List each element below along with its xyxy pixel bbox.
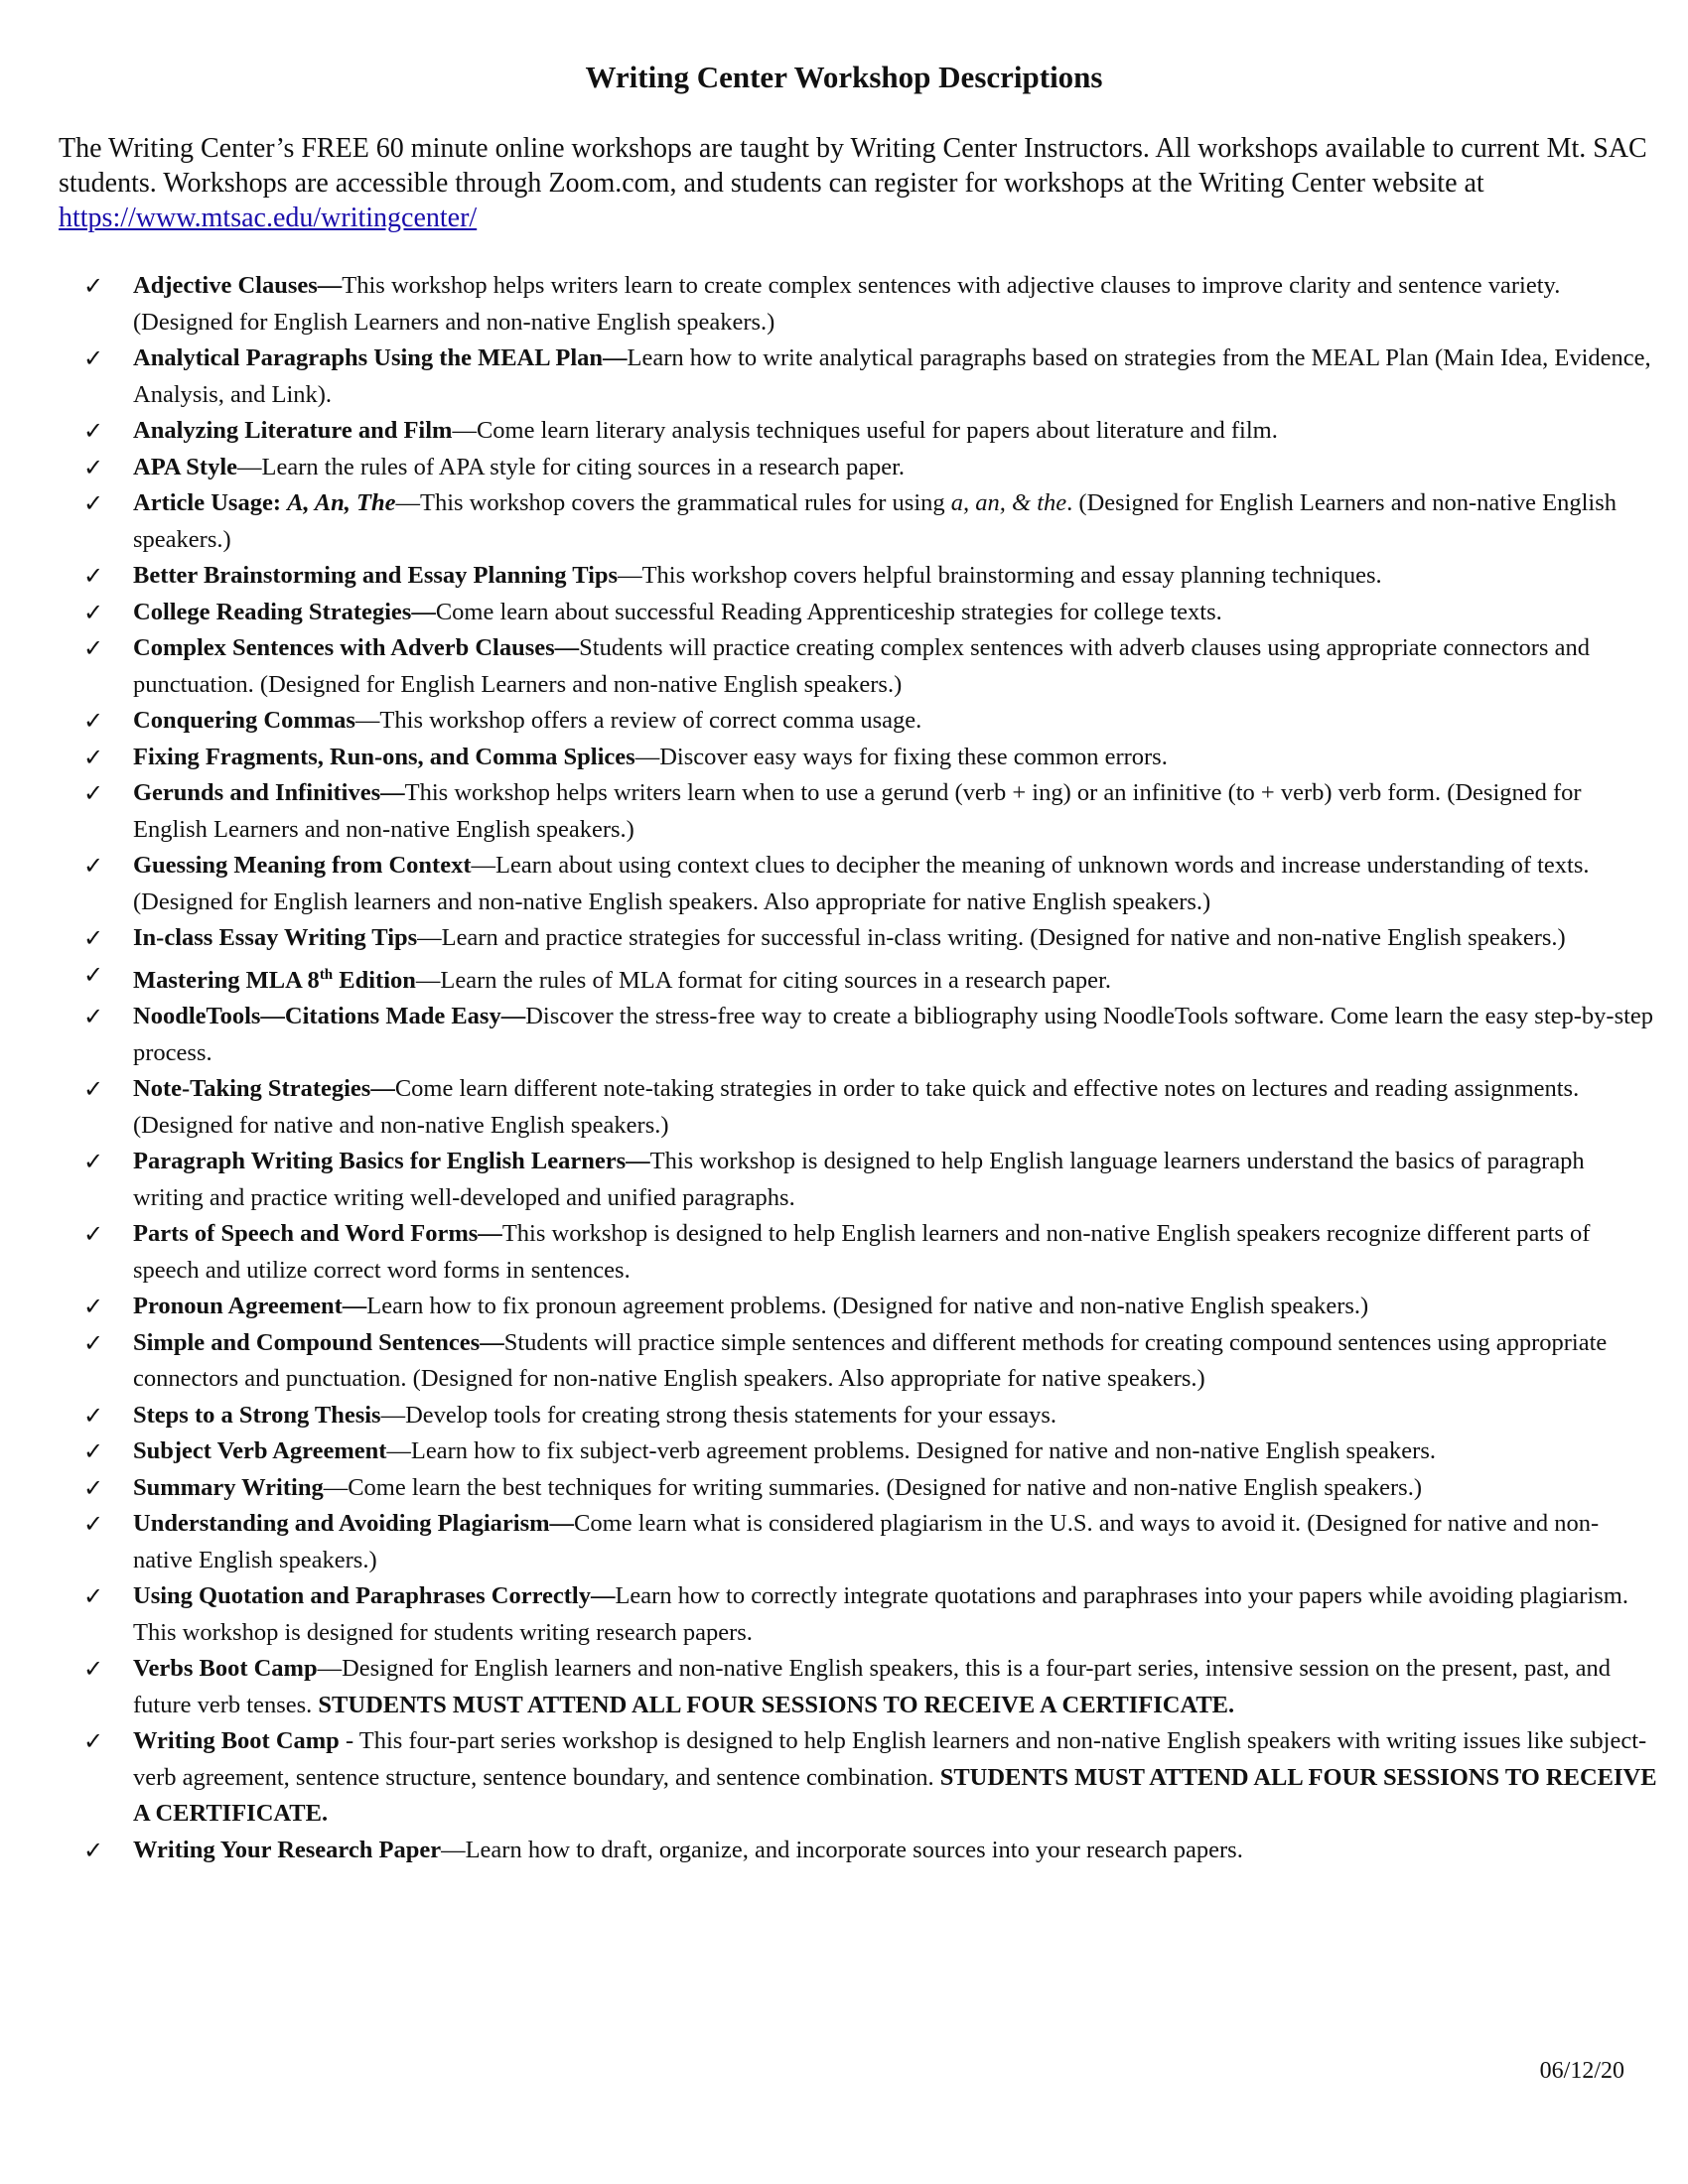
list-item [0,1833,1688,1869]
workshop-description: Students will practice simple sentences and different methods for creating compound sentences using appropriate connectors and punctuation. (Designed for non-native English speakers. Also appropriate for native speakers.) [133,1328,1608,1393]
list-item [0,1216,1688,1289]
checkmark-icon: ✓ [83,1727,104,1756]
workshop-title: Guessing Meaning from Context [133,852,472,879]
workshop-title: Writing Your Research Paper [133,1836,442,1863]
list-item [0,1578,1688,1651]
workshop-title: Paragraph Writing Basics for English Learners— [133,1148,650,1175]
workshop-description: This workshop helps writers learn when to use a gerund (verb + ing) or an infinitive (to + verb) verb form. (Designed for English Learners and non-native English speakers.) [133,779,1582,843]
list-item [0,1470,1688,1507]
list-item [0,1144,1688,1216]
checkmark-icon: ✓ [83,417,104,445]
workshop-certificate-note: STUDENTS MUST ATTEND ALL FOUR SESSIONS TO RECEIVE A CERTIFICATE. [318,1691,1235,1718]
workshop-title-suffix: Edition [333,966,416,994]
workshop-title: Analyzing Literature and Film [133,417,453,444]
checkmark-icon: ✓ [83,598,104,626]
workshop-description: . (Designed for English Learners and non-native English speakers.) [133,489,1617,553]
list-item [0,999,1688,1071]
intro-text: The Writing Center’s FREE 60 minute online workshops are taught by Writing Center Instructors. All workshops available to current Mt. SAC students. Workshops are accessible through Zoom.com, and students can register for workshops at the Writing Center website at [59,133,1647,199]
workshop-title: NoodleTools—Citations Made Easy— [133,1003,526,1030]
list-item [0,1071,1688,1144]
checkmark-icon: ✓ [83,1401,104,1430]
workshop-description: This workshop is designed to help English language learners understand the basics of paragraph writing and practice writing well-developed and unified paragraphs. [133,1148,1585,1211]
workshop-description: Learn how to correctly integrate quotations and paraphrases into your papers while avoiding plagiarism. This workshop is designed for students writing research papers. [133,1582,1628,1646]
list-item [0,341,1688,413]
checkmark-icon: ✓ [83,562,104,590]
workshop-description: Come learn what is considered plagiarism in the U.S. and ways to avoid it. (Designed for native and non-native English speakers.) [133,1510,1600,1573]
list-item [0,1651,1688,1723]
workshop-description: - This four-part series workshop is designed to help English learners and non-native English speakers with writing issues like subject-verb agreement, sentence structure, sentence boundary, and sentence combination. [133,1727,1647,1791]
workshop-description-lead: —This workshop covers the grammatical rules for using [395,489,951,516]
workshop-description: —This workshop covers helpful brainstorming and essay planning techniques. [618,562,1382,589]
workshop-description: —Learn and practice strategies for successful in-class writing. (Designed for native and non-native English speakers.) [417,924,1566,951]
checkmark-icon: ✓ [83,1655,104,1684]
workshop-description: This workshop is designed to help English learners and non-native English speakers recognize different parts of speech and utilize correct word forms in sentences. [133,1220,1591,1284]
workshop-title: APA Style [133,453,238,480]
list-item [0,957,1688,1000]
workshop-description: Students will practice creating complex sentences with adverb clauses using appropriate connectors and punctuation. (Designed for English Learners and non-native English speakers.) [133,634,1590,698]
checkmark-icon: ✓ [83,453,104,481]
checkmark-icon: ✓ [83,1075,104,1104]
workshop-description: This workshop helps writers learn to create complex sentences with adjective clauses to improve clarity and sentence variety. (Designed for English Learners and non-native English speakers.) [133,272,1561,336]
list-item [0,1723,1688,1833]
workshop-title: Using Quotation and Paraphrases Correctly— [133,1582,616,1610]
workshop-title: Steps to a Strong Thesis [133,1401,381,1429]
workshop-title: Mastering MLA 8 [133,966,320,994]
workshop-title: Parts of Speech and Word Forms— [133,1220,502,1248]
checkmark-icon: ✓ [83,779,104,807]
checkmark-icon: ✓ [83,1220,104,1249]
checkmark-icon: ✓ [83,489,104,517]
list-item [0,1289,1688,1325]
list-item [0,595,1688,631]
page-title: Writing Center Workshop Descriptions [585,60,1103,94]
workshop-title-italic: A, An, The [287,489,396,516]
workshop-title: Note-Taking Strategies— [133,1075,395,1103]
checkmark-icon: ✓ [83,1836,104,1864]
workshop-title: Adjective Clauses— [133,272,343,299]
workshop-title: Analytical Paragraphs Using the MEAL Plan— [133,344,628,371]
writing-center-link[interactable]: https://www.mtsac.edu/writingcenter/ [59,203,478,233]
workshop-description: —Discover easy ways for fixing these common errors. [634,743,1168,770]
workshop-title: Complex Sentences with Adverb Clauses— [133,634,580,661]
checkmark-icon: ✓ [83,1437,104,1466]
workshop-title: In-class Essay Writing Tips [133,924,418,951]
intro-paragraph [59,131,1647,235]
list-item [0,775,1688,848]
workshop-title: Verbs Boot Camp [133,1655,318,1683]
workshop-description: Come learn about successful Reading Apprenticeship strategies for college texts. [435,598,1222,625]
list-item [0,630,1688,703]
checkmark-icon: ✓ [83,634,104,662]
workshop-title: Better Brainstorming and Essay Planning Tips [133,562,619,589]
workshop-description: —Learn the rules of APA style for citing sources in a research paper. [237,453,905,480]
workshop-certificate-note: STUDENTS MUST ATTEND ALL FOUR SESSIONS TO RECEIVE A CERTIFICATE. [133,1763,1657,1828]
workshop-description: —Develop tools for creating strong thesis statements for your essays. [380,1401,1057,1429]
list-item [0,1506,1688,1578]
checkmark-icon: ✓ [83,924,104,952]
workshop-title: Understanding and Avoiding Plagiarism— [133,1510,575,1538]
workshop-title: Pronoun Agreement— [133,1293,367,1320]
checkmark-icon: ✓ [83,1582,104,1611]
workshop-title: Summary Writing [133,1473,324,1501]
checkmark-icon: ✓ [83,1148,104,1176]
checkmark-icon: ✓ [83,1510,104,1539]
list-item [0,703,1688,740]
workshop-title: Subject Verb Agreement [133,1437,387,1465]
checkmark-icon: ✓ [83,852,104,880]
workshop-title: Writing Boot Camp [133,1727,340,1755]
list-item [0,1398,1688,1434]
workshop-title: Article Usage: [133,489,288,516]
workshop-description: —Learn about using context clues to decipher the meaning of unknown words and increase understanding of texts. (Designed for English learners and non-native English speakers. Also appropriate for native English speakers.) [133,852,1590,915]
workshop-title: Fixing Fragments, Run-ons, and Comma Splices [133,743,635,770]
checkmark-icon: ✓ [83,344,104,372]
checkmark-icon: ✓ [83,707,104,735]
list-item [0,450,1688,486]
workshop-description-italic: a, an, & the [950,489,1067,516]
workshop-title: Conquering Commas [133,707,355,734]
workshop-description: —Learn how to draft, organize, and incorporate sources into your research papers. [441,1836,1243,1863]
list-item [0,1325,1688,1398]
list-item [0,920,1688,957]
workshop-description: Discover the stress-free way to create a bibliography using NoodleTools software. Come learn the easy step-by-step process. [133,1003,1654,1066]
workshop-description: Come learn different note-taking strategies in order to take quick and effective notes on lectures and reading assignments. (Designed for native and non-native English speakers.) [133,1075,1580,1139]
workshop-list [0,268,1688,1868]
workshop-title: Gerunds and Infinitives— [133,779,405,806]
list-item [0,268,1688,341]
workshop-title: Simple and Compound Sentences— [133,1328,504,1356]
list-item [0,485,1688,558]
workshop-description: Learn how to write analytical paragraphs based on strategies from the MEAL Plan (Main Idea, Evidence, Analysis, and Link). [133,344,1651,408]
checkmark-icon: ✓ [83,1328,104,1357]
workshop-title-superscript: th [319,966,334,983]
workshop-description: Learn how to fix pronoun agreement problems. (Designed for native and non-native English speakers.) [366,1293,1369,1320]
list-item [0,1433,1688,1470]
workshop-description: —Learn how to fix subject-verb agreement problems. Designed for native and non-native English speakers. [386,1437,1436,1465]
checkmark-icon: ✓ [83,960,104,989]
checkmark-icon: ✓ [83,1293,104,1321]
workshop-description: —Come learn literary analysis techniques useful for papers about literature and film. [452,417,1278,444]
list-item [0,848,1688,920]
workshop-title: College Reading Strategies— [133,598,436,625]
workshop-description: —Learn the rules of MLA format for citing sources in a research paper. [415,966,1111,994]
list-item [0,558,1688,595]
list-item [0,740,1688,776]
list-item [0,413,1688,450]
checkmark-icon: ✓ [83,1003,104,1031]
workshop-description: —Come learn the best techniques for writing summaries. (Designed for native and non-native English speakers.) [323,1473,1422,1501]
workshop-description: —This workshop offers a review of correct comma usage. [354,707,922,734]
footer-date: 06/12/20 [1539,2058,1624,2084]
checkmark-icon: ✓ [83,272,104,300]
workshop-description: —Designed for English learners and non-native English speakers, this is a four-part series, intensive session on the present, past, and future verb tenses. [133,1655,1612,1718]
checkmark-icon: ✓ [83,1473,104,1502]
checkmark-icon: ✓ [83,743,104,771]
